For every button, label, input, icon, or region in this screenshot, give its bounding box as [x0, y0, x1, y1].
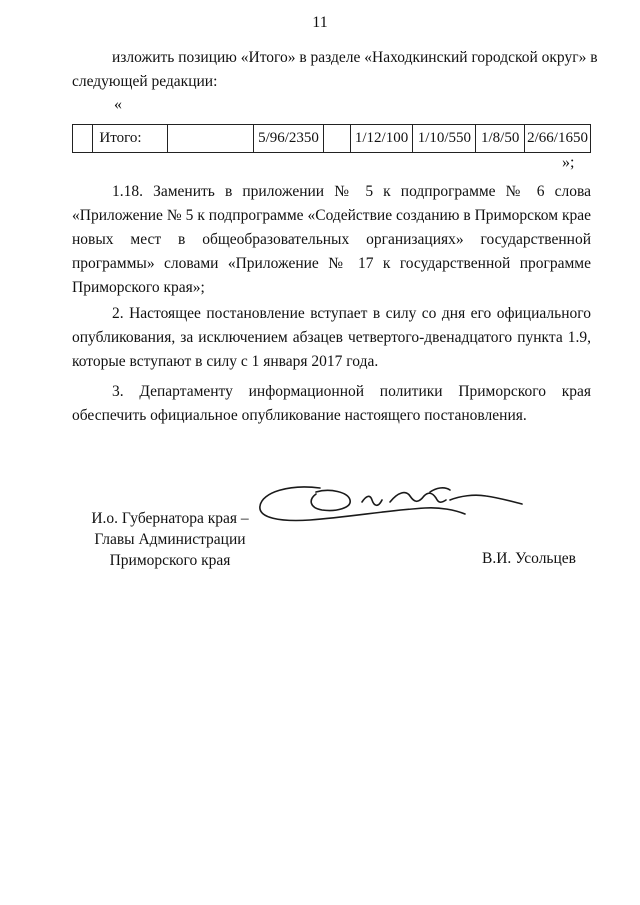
- close-quote: »;: [562, 154, 575, 171]
- paragraph-line: 1.18. Заменить в приложении № 5 к подпрограмме № 6 слова: [112, 183, 591, 200]
- table-cell: [324, 125, 350, 153]
- intro-paragraph: [72, 46, 598, 94]
- totals-table: [72, 124, 591, 153]
- paragraph-line: новых мест в общеобразовательных организациях» государственной: [72, 231, 591, 248]
- open-quote: «: [114, 96, 122, 113]
- paragraph-line: «Приложение № 5 к подпрограмме «Содействие созданию в Приморском крае: [72, 207, 591, 224]
- table-cell: 2/66/1650: [525, 125, 591, 153]
- table-cell: 5/96/2350: [253, 125, 324, 153]
- page-number: 11: [312, 14, 328, 31]
- paragraph-line: которые вступают в силу с 1 января 2017 года.: [72, 353, 379, 370]
- intro-line: следующей редакции:: [72, 73, 218, 90]
- table-cell: 1/8/50: [476, 125, 525, 153]
- paragraph-line: 2. Настоящее постановление вступает в силу со дня его официального: [112, 305, 591, 322]
- paragraph-line: обеспечить официальное опубликование настоящего постановления.: [72, 407, 527, 424]
- signatory-position-line: Приморского края: [109, 552, 231, 569]
- table-cell: [167, 125, 253, 153]
- paragraph-line: Приморского края»;: [72, 279, 205, 296]
- intro-line: изложить позицию «Итого» в разделе «Находкинский городской округ» в: [112, 49, 598, 66]
- signatory-position-line: Главы Администрации: [94, 531, 246, 548]
- table-cell: [73, 125, 93, 153]
- table-cell: 1/10/550: [413, 125, 476, 153]
- table-row: [73, 125, 591, 153]
- paragraph-line: программы» словами «Приложение № 17 к государственной программе: [72, 255, 591, 272]
- signatory-name: В.И. Усольцев: [482, 550, 576, 567]
- signatory-position: [80, 508, 260, 571]
- paragraph-line: 3. Департаменту информационной политики Приморского края: [112, 383, 591, 400]
- item-1-18-paragraph: [72, 180, 591, 300]
- signatory-position-line: И.о. Губернатора края –: [91, 510, 249, 527]
- item-2-paragraph: [72, 302, 591, 374]
- table-cell-label: Итого:: [93, 125, 167, 153]
- handwritten-signature: [250, 470, 550, 540]
- paragraph-line: опубликования, за исключением абзацев четвертого-двенадцатого пункта 1.9,: [72, 329, 591, 346]
- item-3-paragraph: [72, 380, 591, 428]
- table-cell: 1/12/100: [350, 125, 413, 153]
